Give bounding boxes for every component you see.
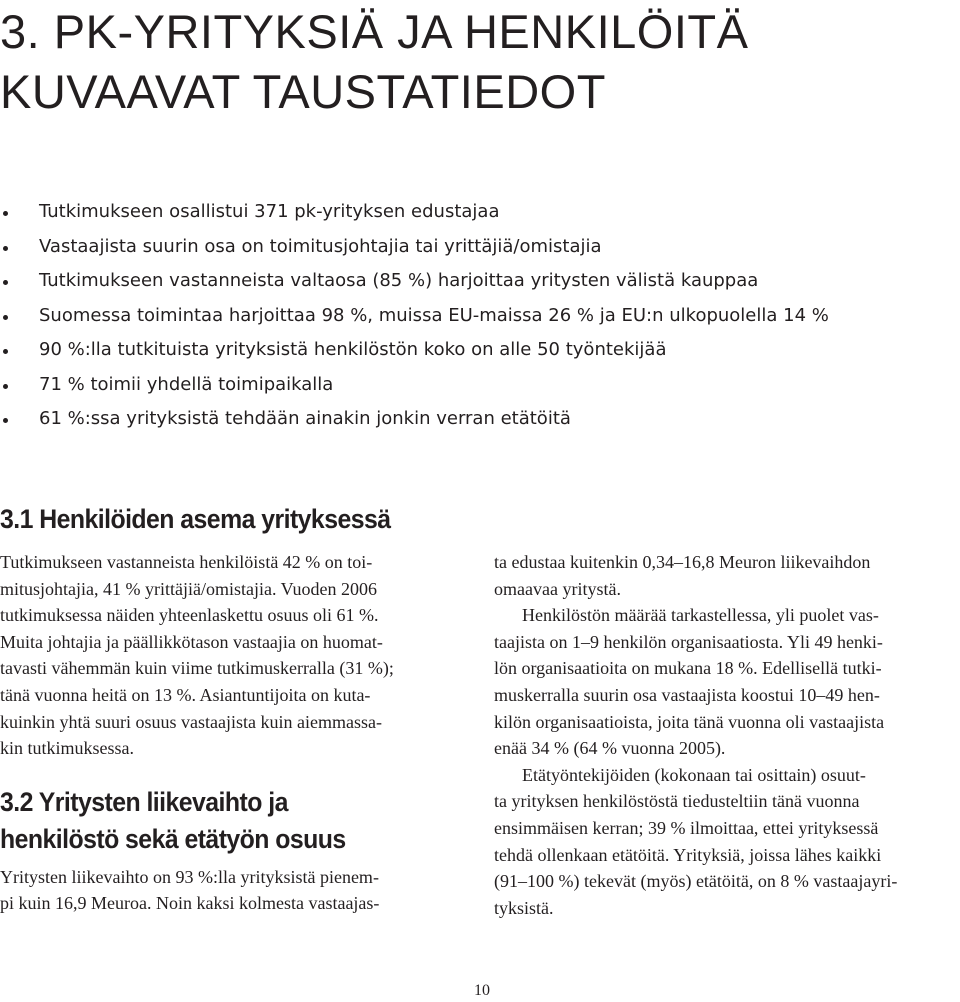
bullet-icon	[3, 349, 8, 354]
right-paragraph-2	[494, 602, 954, 762]
text-line: kuinkin yhtä suuri osuus vastaajista kuin aiemmassa-	[0, 711, 382, 732]
bullet-text: Vastaajista suurin osa on toimitusjohtajia tai yrittäjiä/omistajia	[39, 235, 602, 257]
bullet-icon	[3, 280, 8, 285]
bullet-text: 61 %:ssa yrityksistä tehdään ainakin jonkin verran etätöitä	[39, 408, 571, 429]
page-title-line-1: 3. PK-YRITYKSIÄ JA HENKILÖITÄ	[0, 5, 749, 58]
bullet-text: 71 % toimii yhdellä toimipaikalla	[39, 373, 334, 395]
text-line: ensimmäisen kerran; 39 % ilmoittaa, ettei yrityksessä	[494, 817, 879, 838]
text-line: tänä vuonna heitä on 13 %. Asiantuntijoita on kuta-	[0, 684, 371, 705]
text-line: Tutkimukseen vastanneista henkilöistä 42 % on toi-	[0, 552, 373, 572]
text-line: Yritysten liikevaihto on 93 %:lla yrityksistä pienem-	[0, 866, 379, 887]
text-line: mitusjohtajia, 41 % yrittäjiä/omistajia. Vuoden 2006	[0, 578, 378, 599]
text-line: muskerralla suurin osa vastaajista koostui 10–49 hen-	[494, 684, 880, 705]
section-3-1-paragraph	[0, 549, 460, 762]
section-heading-3-1: 3.1 Henkilöiden asema yrityksessä	[0, 504, 391, 534]
bullet-icon	[3, 246, 8, 251]
text-line: pi kuin 16,9 Meuroa. Noin kaksi kolmesta vastaajas-	[0, 893, 380, 914]
text-line: ta yrityksen henkilöstöstä tiedusteltiin tänä vuonna	[494, 791, 860, 812]
bullet-text: Tutkimukseen vastanneista valtaosa (85 %) harjoittaa yritysten välistä kauppaa	[39, 270, 759, 291]
section-heading-3-2-line-2: henkilöstö sekä etätyön osuus	[0, 823, 346, 854]
right-column	[494, 549, 954, 921]
list-item	[0, 264, 950, 299]
section-3-2-paragraph	[0, 864, 460, 917]
text-line: tutkimuksessa näiden yhteenlaskettu osuus oli 61 %.	[0, 605, 379, 626]
bullet-text: Tutkimukseen osallistui 371 pk-yrityksen edustajaa	[39, 201, 500, 222]
text-line: kin tutkimuksessa.	[0, 738, 134, 759]
text-line: tehdä ollenkaan etätöitä. Yrityksiä, joissa lähes kaikki	[494, 844, 882, 865]
text-line: Etätyöntekijöiden (kokonaan tai osittain) osuut-	[522, 764, 866, 785]
summary-bullet-list	[0, 195, 950, 437]
right-paragraph-3	[494, 762, 954, 922]
page-title	[0, 2, 940, 122]
bullet-icon	[3, 418, 8, 423]
text-line: Muita johtajia ja päällikkötason vastaajia on huomat-	[0, 631, 383, 652]
list-item	[0, 299, 950, 334]
text-line: Henkilöstön määrää tarkastellessa, yli puolet vas-	[522, 605, 879, 626]
text-line: lön organisaatioita on mukana 18 %. Edellisellä tutki-	[494, 658, 882, 679]
text-line: enää 34 % (64 % vuonna 2005).	[494, 738, 726, 759]
page-title-line-2: KUVAAVAT TAUSTATIEDOT	[0, 65, 606, 118]
list-item	[0, 195, 950, 230]
bullet-icon	[3, 315, 8, 320]
text-line: (91–100 %) tekevät (myös) etätöitä, on 8 % vastaajayri-	[494, 871, 898, 892]
section-heading-3-2	[0, 784, 423, 858]
text-line: ta edustaa kuitenkin 0,34–16,8 Meuron liikevaihdon	[494, 552, 871, 572]
list-item	[0, 333, 950, 368]
left-column	[0, 503, 460, 917]
list-item	[0, 368, 950, 403]
text-line: tavasti vähemmän kuin viime tutkimuskerralla (31 %);	[0, 658, 394, 679]
text-line: tyksistä.	[494, 897, 554, 918]
list-item	[0, 230, 950, 265]
bullet-icon	[3, 384, 8, 389]
text-line: omaavaa yritystä.	[494, 578, 621, 599]
page-number: 10	[474, 982, 490, 999]
list-item	[0, 402, 950, 437]
bullet-text: 90 %:lla tutkituista yrityksistä henkilöstön koko on alle 50 työntekijää	[39, 339, 667, 360]
right-paragraph-1	[494, 549, 954, 602]
bullet-text: Suomessa toimintaa harjoittaa 98 %, muissa EU-maissa 26 % ja EU:n ulkopuolella 14 %	[39, 304, 829, 326]
text-line: kilön organisaatioista, joita tänä vuonna oli vastaajista	[494, 711, 885, 732]
bullet-icon	[3, 211, 8, 216]
section-heading-3-2-line-1: 3.2 Yritysten liikevaihto ja	[0, 786, 288, 817]
text-line: taajista on 1–9 henkilön organisaatiosta. Yli 49 henki-	[494, 631, 883, 652]
